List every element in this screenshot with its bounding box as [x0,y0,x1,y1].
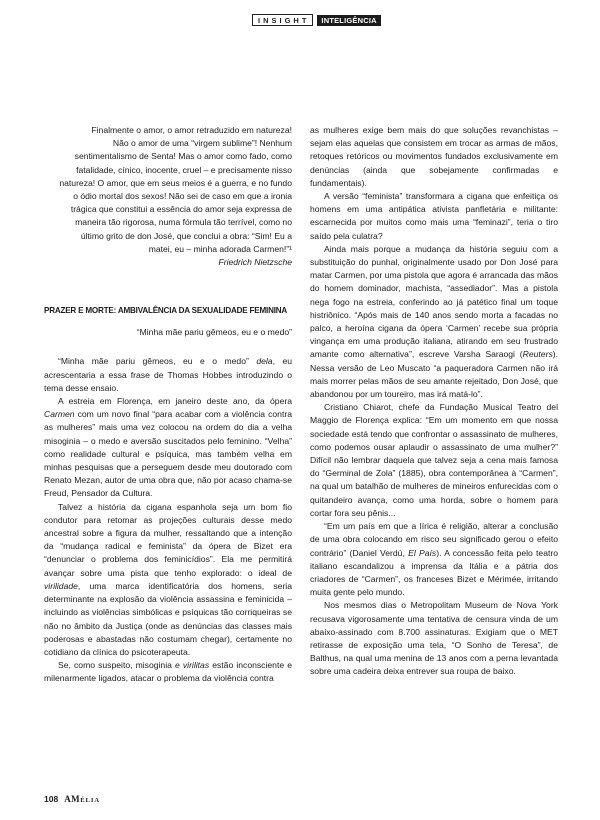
paragraph: Ainda mais porque a mudança da história seguiu com a substituição do punhal, originalmente usado por Don José para matar Carmen, por uma pistola que agora é arrancada das mãos do homem dominador, machista, “assediador”. Mas a pistola nega fogo na estreia, conferindo ao já patético final um toque histriônico. “Após mais de 140 anos sendo morta a facadas no palco, a heroína cigana da ópera ‘Carmen’ recebe sua própria vingança em uma produção italiana, atirando em seu frustrado amante como alternativa”, escreve Varsha Saraogi (Reuters). Nessa versão de Leo Muscato “a paqueradora Carmen não irá mais morrer pelas mãos de seu amante rejeitado, Don José, que abandonou por um toureiro, mas irá matá-lo”. [310,243,558,400]
header-section-label: INSIGHT [252,14,313,26]
epigraph [44,124,292,269]
paragraph: A versão “feminista” transformara a cigana que enfeitiça os homens em uma antipática ativista panfletária e militante: escarnecida por muitos como mais uma “feminazi”, teria o tiro saído pela culatra? [310,191,558,241]
page-number: 108 [44,794,59,804]
epigraph-line: maneira tão rigorosa, numa fórmula tão terrível, como no [75,217,292,228]
paragraph: A estreia em Florença, em janeiro deste ano, da ópera Carmen com um novo final “para acabar com a violência contra as mulheres” mais uma vez colocou na ordem do dia a velha misoginia – o medo e aversão suscitados pelo feminino. “Velha” como realidade cultural e psíquica, mas também velha em minhas pesquisas que a perseguem desde meu doutorado com Renato Mezan, autor de uma obra que, não por acaso chama-se Freud, Pensador da Cultura. [44,396,292,499]
left-column [44,124,292,686]
header-topic-label: INTELIGÊNCIA [317,15,380,26]
epigraph-line: natureza! O amor, que em seus meios é a guerra, e no fundo [59,177,292,188]
epigraph-line: último grito de don José, que conclui a obra: “Sim! Eu a [80,230,292,241]
section-title: PRAZER E MORTE: AMBIVALÊNCIA DA SEXUALIDADE FEMININA [44,306,288,316]
right-column [310,124,558,679]
magazine-logo: AMÉLIA [64,794,101,804]
epigraph-line: matei, eu – minha adorada Carmen!”¹ [148,243,292,254]
epigraph-line: o ódio mortal dos sexos! Não sei de caso em que a ironia [73,191,292,202]
page-footer [44,794,100,804]
epigraph-line: fatalidade, cínico, inocente, cruel – e precisamente nisso [76,164,292,175]
epigraph-line: Não o amor de uma “virgem sublime”! Nenhum [112,138,292,149]
epigraph-line: sentimentalismo de Senta! Mas o amor como fado, como [74,151,292,162]
paragraph: Nos mesmos dias o Metropolitam Museum de Nova York recusava vigorosamente uma tentativa de censura vinda de um abaixo-assinado com 8.700 assinaturas. Exigiam que o MET retirasse de exposição uma tela, “O Sonho de Teresa”, de Balthus, na qual uma menina de 13 anos com a perna levantada sobre uma cadeira deixa entrever sua roupa de baixo. [310,600,558,677]
paragraph: “Minha mãe pariu gêmeos, eu e o medo” dela, eu acrescentaria a essa frase de Thomas Hobbes introduzindo o tema desse ensaio. [44,356,292,393]
running-header [252,14,381,26]
epigraph-author: Friedrich Nietzsche [218,257,292,268]
paragraph: “Em um país em que a lírica é religião, alterar a conclusão de uma obra colocando em risco seu significado gerou o efeito contrário” (Daniel Verdú, El País). A concessão feita pelo teatro italiano escandalizou a imprensa da Itália e a pátria dos criadores de “Carmen”, os franceses Bizet e Mérimée, irritando muita gente pelo mundo. [310,521,559,598]
paragraph: as mulheres exige bem mais do que soluções revanchistas – sejam elas aquelas que consistem em trocar as armas de mãos, retoques retóricos ou movimentos fundados exclusivamente em denúncias (ainda que sobejamente confirmadas e fundamentais). [310,125,558,188]
epigraph-line: Finalmente o amor, o amor retraduzido em natureza! [91,125,292,135]
paragraph: Talvez a história da cigana espanhola seja um bom fio condutor para retomar as projeções culturais desse medo ancestral sobre a figura da mulher, ressaltando que a intenção da “mudança radical e feminista” da ópera de Bizet era “denunciar o problema dos feminicídios”. Ela me permitirá avançar sobre uma pista que tenho explorado: o ideal de virilidade, uma marca identificatória dos homens, seria determinante na explosão da violência assassina e feminicida – incluindo as violências simbólicas e psíquicas tão corriqueiras se não no âmbito da Justiça (onde as denúncias das classes mais poderosas e abastadas não costumam chegar), certamente no cotidiano da clínica do psicoterapeuta. [44,501,292,657]
paragraph: Cristiano Chiarot, chefe da Fundação Musical Teatro del Maggio de Florença explica: “Em um momento em que nossa sociedade está tendo que confrontar o assassinato de mulheres, como podemos ousar aplaudir o assassinato de uma mulher?” Difícil não lembrar daquela que talvez seja a cena mais famosa do “Germinal de Zola” (1885), obra contemporânea à “Carmen”, na qual um batalhão de mulheres de mineiros enfurecidas com o quitandeiro avança, como uma horda, sobre o homem para cortar fora seu pênis... [310,402,558,518]
pull-quote: “Minha mãe pariu gêmeos, eu e o medo” [136,327,292,338]
paragraph: Se, como suspeito, misoginia e virilitas estão inconsciente e milenarmente ligados, atacar o problema da violência contra [44,660,292,684]
epigraph-line: trágica que constitui a essência do amor seja expressa de [70,204,292,215]
